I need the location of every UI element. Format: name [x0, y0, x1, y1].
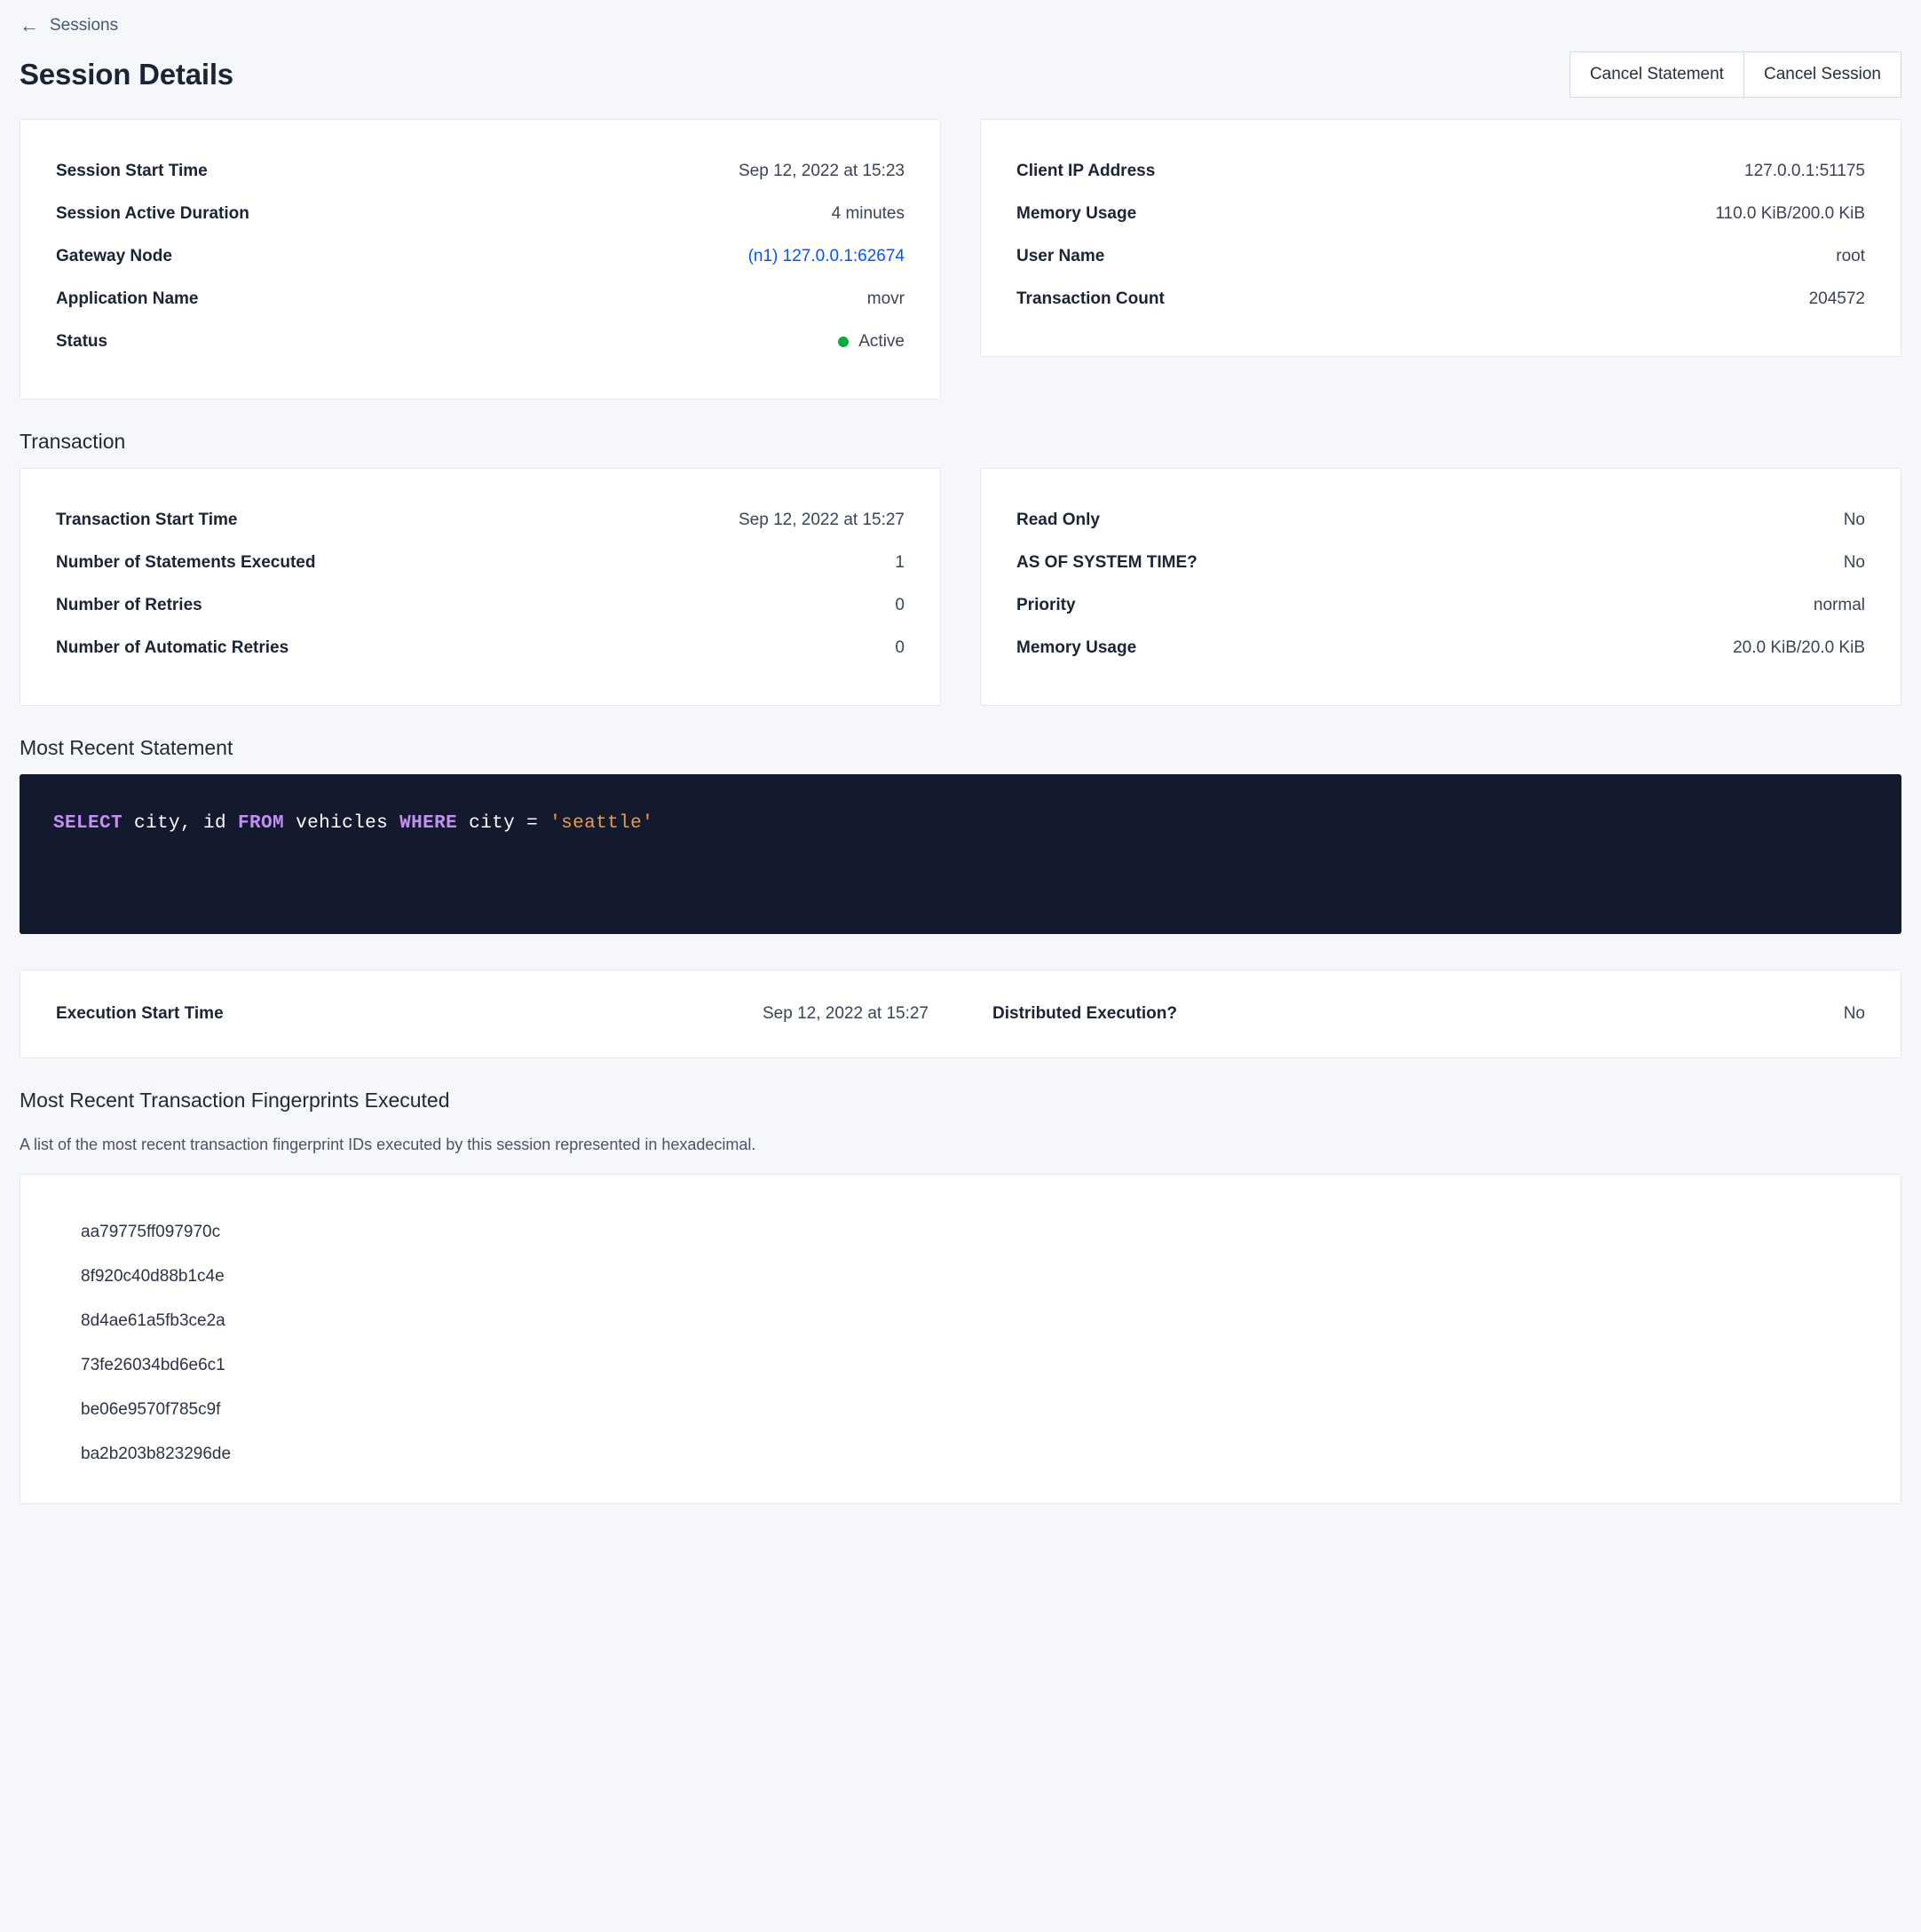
transaction-left-card	[20, 468, 941, 706]
list-item[interactable]: be06e9570f785c9f	[81, 1400, 221, 1419]
execution-start-time-label: Execution Start Time	[56, 1004, 224, 1023]
table-row	[1016, 193, 1865, 235]
execution-start-time-row	[56, 1004, 960, 1024]
header-actions	[1569, 51, 1901, 98]
distributed-execution-value: No	[1843, 1004, 1865, 1023]
transaction-start-time-value: Sep 12, 2022 at 15:27	[739, 511, 905, 529]
statements-executed-value: 1	[895, 553, 905, 572]
arrow-left-icon[interactable]: ←	[20, 14, 39, 36]
list-item[interactable]: 73fe26034bd6e6c1	[81, 1356, 225, 1374]
table-row	[1016, 278, 1865, 321]
as-of-system-time-label: AS OF SYSTEM TIME?	[1016, 553, 1198, 572]
transaction-count-label: Transaction Count	[1016, 289, 1165, 308]
sql-token: city =	[457, 813, 550, 834]
gateway-node-label: Gateway Node	[56, 247, 172, 265]
transaction-right-card	[980, 468, 1901, 706]
status-label: Status	[56, 332, 108, 351]
session-start-time-label: Session Start Time	[56, 162, 208, 180]
list-item[interactable]: aa79775ff097970c	[81, 1223, 221, 1241]
session-active-duration-value: 4 minutes	[831, 204, 905, 223]
transaction-start-time-label: Transaction Start Time	[56, 511, 238, 529]
breadcrumb[interactable]	[20, 0, 1901, 43]
table-row	[56, 193, 905, 235]
priority-value: normal	[1813, 596, 1865, 614]
table-row	[1016, 150, 1865, 193]
distributed-execution-label: Distributed Execution?	[992, 1004, 1177, 1023]
table-row	[56, 499, 905, 542]
automatic-retries-value: 0	[895, 638, 905, 657]
table-row	[56, 542, 905, 584]
transaction-section-heading: Transaction	[20, 430, 126, 453]
table-row	[56, 278, 905, 321]
table-row	[56, 235, 905, 278]
fingerprints-section-heading: Most Recent Transaction Fingerprints Executed	[20, 1089, 450, 1112]
user-name-label: User Name	[1016, 247, 1105, 265]
transaction-memory-usage-label: Memory Usage	[1016, 638, 1137, 657]
table-row	[1016, 235, 1865, 278]
read-only-value: No	[1843, 511, 1865, 529]
status-dot-icon	[838, 337, 849, 347]
table-row	[1016, 584, 1865, 627]
session-left-column	[20, 119, 941, 400]
distributed-execution-row	[960, 1004, 1865, 1024]
client-ip-label: Client IP Address	[1016, 162, 1156, 180]
sql-token: 'seattle'	[549, 813, 654, 834]
as-of-system-time-value: No	[1843, 553, 1865, 572]
read-only-label: Read Only	[1016, 511, 1100, 529]
cancel-session-button[interactable]: Cancel Session	[1744, 51, 1901, 98]
automatic-retries-label: Number of Automatic Retries	[56, 638, 289, 657]
transaction-left-column	[20, 468, 941, 706]
session-start-time-value: Sep 12, 2022 at 15:23	[739, 162, 905, 180]
priority-label: Priority	[1016, 596, 1076, 614]
table-row	[1016, 542, 1865, 584]
session-summary	[20, 119, 1901, 400]
sql-token: city, id	[123, 813, 239, 834]
user-name-value: root	[1836, 247, 1865, 265]
statements-executed-label: Number of Statements Executed	[56, 553, 316, 572]
execution-card	[20, 970, 1901, 1058]
sql-token: vehicles	[284, 813, 400, 834]
table-row	[56, 584, 905, 627]
execution-start-time-value: Sep 12, 2022 at 15:27	[763, 1004, 929, 1023]
transaction-summary	[20, 468, 1901, 706]
sql-token: SELECT	[53, 813, 123, 834]
session-active-duration-label: Session Active Duration	[56, 204, 249, 223]
memory-usage-label: Memory Usage	[1016, 204, 1137, 223]
statement-section-heading: Most Recent Statement	[20, 736, 233, 759]
number-of-retries-label: Number of Retries	[56, 596, 202, 614]
table-row	[56, 150, 905, 193]
memory-usage-value: 110.0 KiB/200.0 KiB	[1715, 204, 1865, 223]
gateway-node-link[interactable]: (n1) 127.0.0.1:62674	[747, 247, 905, 265]
status-value: Active	[858, 332, 905, 351]
session-right-column	[980, 119, 1901, 357]
table-row	[56, 321, 905, 363]
client-ip-value: 127.0.0.1:51175	[1744, 162, 1865, 180]
list-item[interactable]: ba2b203b823296de	[81, 1445, 232, 1463]
transaction-right-column	[980, 468, 1901, 706]
fingerprints-list	[20, 1174, 1901, 1504]
application-name-label: Application Name	[56, 289, 199, 308]
transaction-count-value: 204572	[1808, 289, 1865, 308]
session-left-card	[20, 119, 941, 400]
table-row	[1016, 627, 1865, 669]
sql-token: FROM	[238, 813, 285, 834]
list-item[interactable]: 8f920c40d88b1c4e	[81, 1267, 225, 1286]
table-row	[1016, 499, 1865, 542]
list-item[interactable]: 8d4ae61a5fb3ce2a	[81, 1311, 225, 1330]
transaction-memory-usage-value: 20.0 KiB/20.0 KiB	[1733, 638, 1865, 657]
number-of-retries-value: 0	[895, 596, 905, 614]
fingerprints-description: A list of the most recent transaction fingerprint IDs executed by this session represented in hexadecimal.	[20, 1136, 756, 1153]
status-badge	[838, 332, 905, 352]
application-name-value: movr	[866, 289, 905, 308]
most-recent-statement-code	[20, 774, 1901, 934]
session-right-card	[980, 119, 1901, 357]
page-header	[20, 43, 1901, 119]
page-title: Session Details	[20, 58, 233, 91]
breadcrumb-label[interactable]: Sessions	[50, 16, 119, 35]
sql-token: WHERE	[399, 813, 458, 834]
table-row	[56, 627, 905, 669]
cancel-statement-button[interactable]: Cancel Statement	[1569, 51, 1744, 98]
